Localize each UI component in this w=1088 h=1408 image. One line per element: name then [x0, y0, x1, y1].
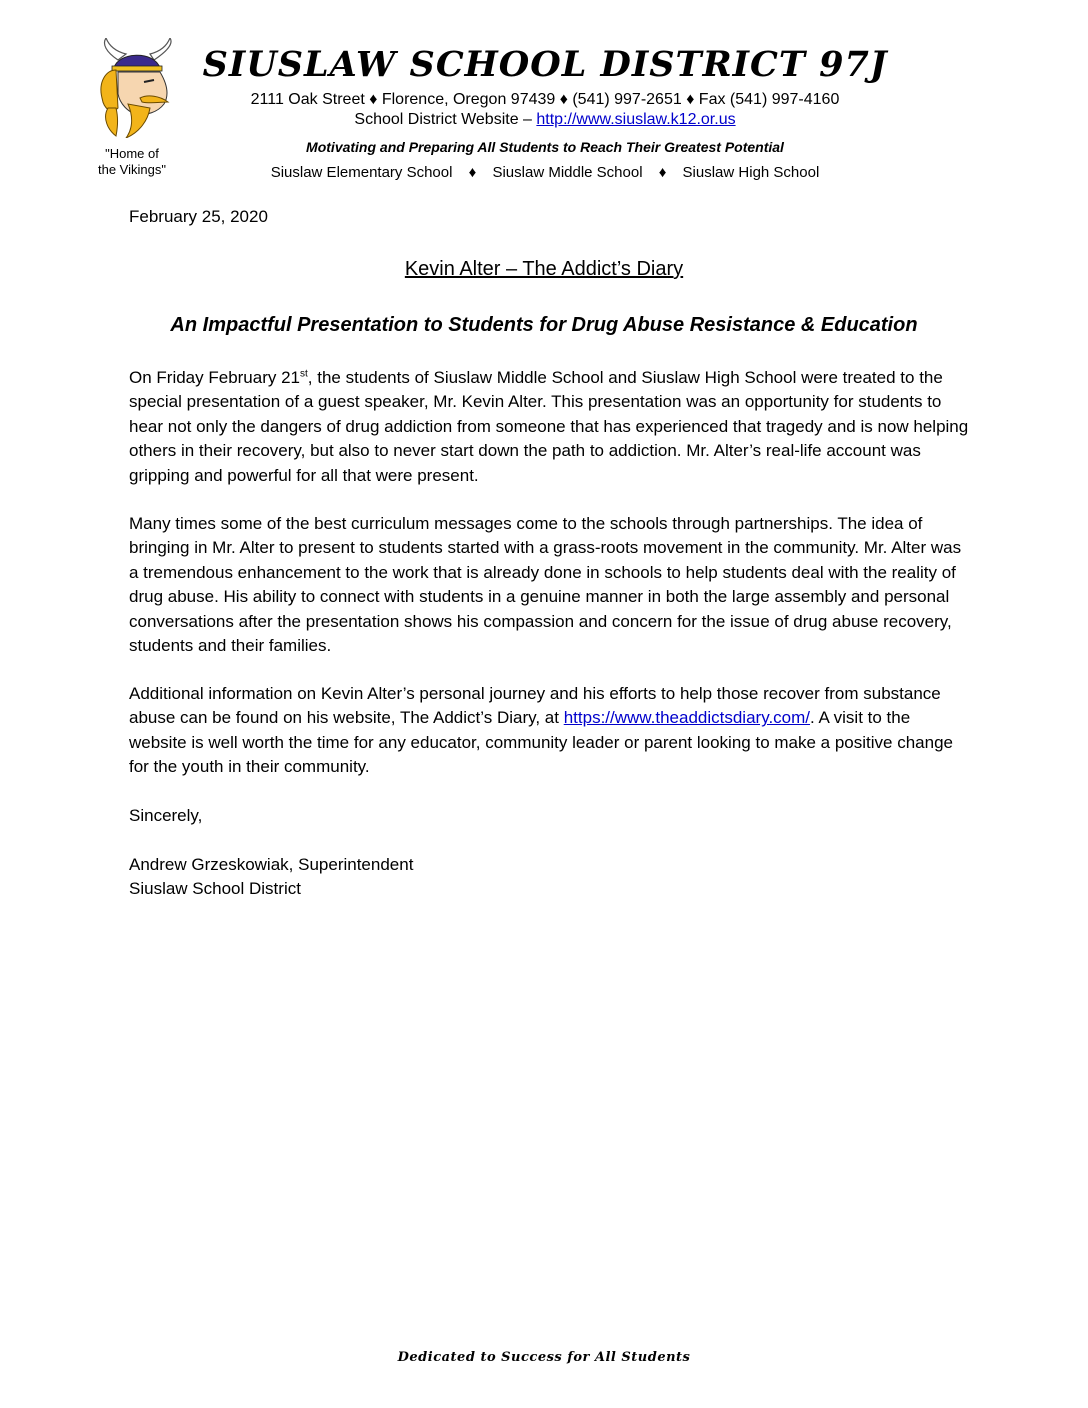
website-link[interactable]: http://www.siuslaw.k12.or.us [536, 111, 736, 128]
logo-caption-line2: the Vikings" [98, 162, 166, 177]
website-label: School District Website – [354, 111, 537, 128]
signer-organization: Siuslaw School District [129, 879, 301, 898]
addicts-diary-link[interactable]: https://www.theaddictsdiary.com/ [563, 708, 811, 728]
paragraph-3 [129, 682, 969, 780]
district-motto: Motivating and Preparing All Students to Reach Their Greatest Potential [306, 139, 784, 155]
letter-date: February 25, 2020 [129, 207, 268, 226]
viking-head-icon [88, 38, 184, 138]
viking-logo [88, 38, 184, 138]
paragraph-1 [129, 366, 969, 488]
ordinal-suffix: st [300, 368, 308, 380]
diamond-separator-icon: ♦ [658, 164, 667, 181]
paragraph-1-start: On Friday February 21 [129, 368, 301, 387]
paragraph-2: Many times some of the best curriculum messages come to the schools through partnerships. The idea of bringing in Mr. Alter to present to students started with a grass-roots movement in the community. Mr. Alter was a tremendous enhancement to the work that is already done in schools to help students deal with the reality of drug abuse. His ability to connect with students in a genuine manner in both the large assembly and personal conversations after the presentation shows his compassion and concern for the issue of drug abuse recovery, students and their families. [129, 514, 962, 656]
letter-subtitle: An Impactful Presentation to Students for Drug Abuse Resistance & Education [170, 314, 918, 336]
school-name: Siuslaw Middle School [492, 164, 643, 181]
school-name: Siuslaw High School [682, 164, 820, 181]
signer-name: Andrew Grzeskowiak, Superintendent [129, 855, 414, 874]
paragraph-3-start: Additional information on Kevin Alter’s personal journey and his efforts to help those recover from substance abuse can be found on his website, The Addict’s Diary, at [129, 684, 941, 728]
school-name: Siuslaw Elementary School [270, 164, 453, 181]
school-list [180, 163, 910, 182]
district-title: SIUSLAW SCHOOL DISTRICT 97J [202, 44, 888, 85]
footer-slogan: Dedicated to Success for All Students [397, 1350, 691, 1365]
logo-caption-line1: "Home of [105, 146, 159, 161]
letter-title: Kevin Alter – The Addict’s Diary [404, 258, 684, 280]
closing: Sincerely, [129, 806, 203, 825]
district-address: 2111 Oak Street ♦ Florence, Oregon 97439 ♦ (541) 997-2651 ♦ Fax (541) 997-4160 [250, 91, 840, 108]
website-line [180, 110, 910, 130]
diamond-separator-icon: ♦ [468, 164, 477, 181]
logo-caption [84, 146, 180, 178]
paragraph-3-end: . A visit to the website is well worth the time for any educator, community leader or parent looking to make a positive change for the youth in their community. [129, 708, 953, 777]
paragraph-1-rest: , the students of Siuslaw Middle School and Siuslaw High School were treated to the special presentation of a guest speaker, Mr. Kevin Alter. This presentation was an opportunity for students to hear not only the dangers of drug addiction from someone that has experienced that tragedy and is now helping others in their recovery, but also to never start down the path to addiction. Mr. Alter’s real-life account was gripping and powerful for all that were present. [129, 368, 969, 485]
